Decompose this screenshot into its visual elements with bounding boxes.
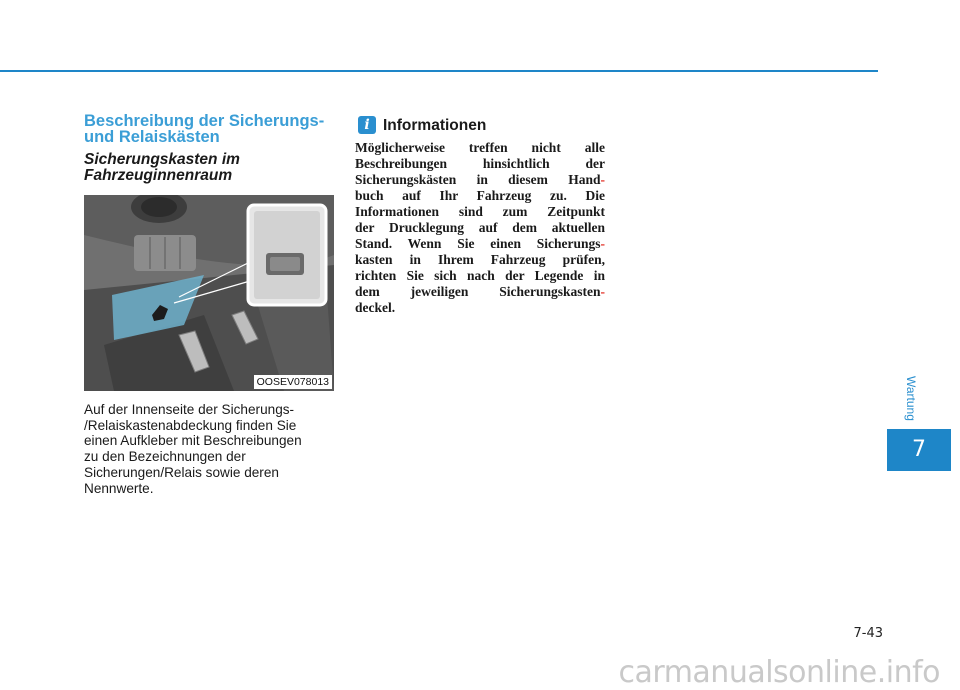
info-icon: i bbox=[358, 116, 376, 134]
chapter-tab: 7 bbox=[887, 429, 951, 471]
info-line-text: Stand. Wenn Sie einen Sicherungs bbox=[355, 236, 601, 251]
chapter-side-label: Wartung bbox=[904, 375, 918, 421]
fuse-box-illustration bbox=[84, 195, 334, 391]
info-title: Informationen bbox=[383, 117, 487, 134]
info-line: buch auf Ihr Fahrzeug zu. Die bbox=[355, 188, 605, 203]
dashboard-footwell-drawing bbox=[84, 195, 334, 391]
info-line-text: dem jeweiligen Sicherungskasten bbox=[355, 284, 601, 299]
info-paragraph bbox=[355, 140, 605, 316]
header-rule bbox=[0, 70, 878, 72]
figure-code: OOSEV078013 bbox=[254, 375, 332, 389]
body-paragraph: Auf der Innenseite der Sicherungs- /Relaiskastenabdeckung finden Sie einen Aufkleber mit Beschreibungen zu den Bezeichnungen der Sicherungen/Relais sowie deren Nennwerte. bbox=[84, 402, 302, 496]
sub-title: Sicherungskasten im Fahrzeuginnenraum bbox=[84, 151, 240, 184]
watermark: carmanualsonline.info bbox=[618, 655, 940, 690]
hyphen-mark: - bbox=[600, 284, 605, 299]
page-number: 7-43 bbox=[853, 626, 883, 641]
info-line bbox=[355, 284, 605, 300]
info-line: kasten in Ihrem Fahrzeug prüfen, bbox=[355, 252, 605, 267]
hyphen-mark: - bbox=[600, 236, 605, 251]
info-line: richten Sie sich nach der Legende in bbox=[355, 268, 605, 283]
info-line: deckel. bbox=[355, 300, 396, 315]
info-line bbox=[355, 172, 605, 188]
section-title: Beschreibung der Sicherungs- und Relaiskästen bbox=[84, 112, 325, 146]
info-line: Informationen sind zum Zeitpunkt bbox=[355, 204, 605, 219]
info-line: Beschreibungen hinsichtlich der bbox=[355, 156, 605, 171]
info-line: Möglicherweise treffen nicht alle bbox=[355, 140, 605, 155]
info-line bbox=[355, 236, 605, 252]
hyphen-mark: - bbox=[600, 172, 605, 187]
info-line: der Drucklegung auf dem aktuellen bbox=[355, 220, 605, 235]
info-line-text: Sicherungskästen in diesem Hand bbox=[355, 172, 601, 187]
